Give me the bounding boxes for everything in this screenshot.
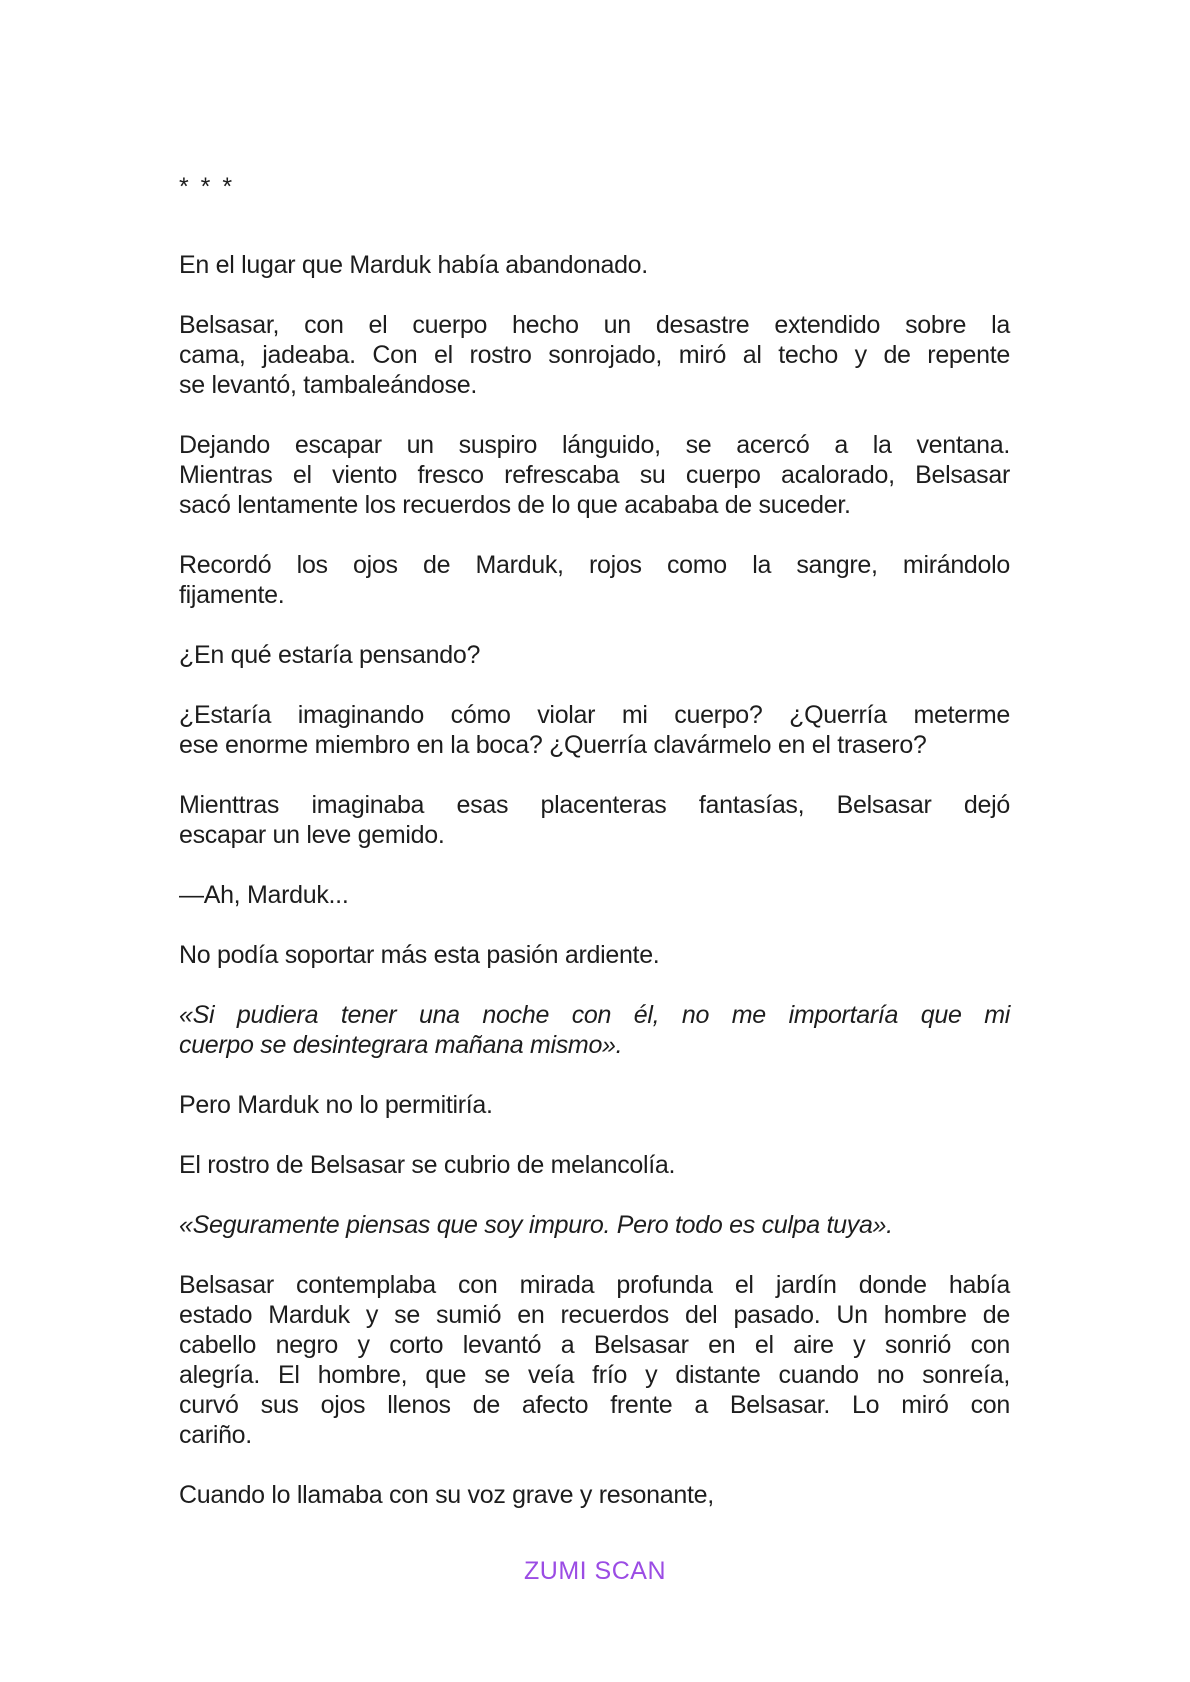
text-line: Belsasar contemplaba con mirada profunda el jardín donde había: [179, 1271, 1010, 1299]
text-line: ¿En qué estaría pensando?: [179, 641, 481, 669]
paragraph: [179, 250, 1010, 280]
paragraph: [179, 1090, 1010, 1120]
text-line: cabello negro y corto levantó a Belsasar en el aire y sonrió con: [179, 1331, 1010, 1359]
text-line: «Si pudiera tener una noche con él, no me importaría que mi: [179, 1001, 1010, 1029]
text-line: alegría. El hombre, que se veía frío y distante cuando no sonreía,: [179, 1361, 1010, 1389]
paragraph: [179, 1480, 1010, 1510]
text-line: se levantó, tambaleándose.: [179, 371, 477, 399]
text-line: estado Marduk y se sumió en recuerdos del pasado. Un hombre de: [179, 1301, 1010, 1329]
text-line: sacó lentamente los recuerdos de lo que acababa de suceder.: [179, 491, 851, 519]
paragraph: [179, 790, 1010, 850]
text-line: Pero Marduk no lo permitiría.: [179, 1091, 493, 1119]
paragraph: [179, 940, 1010, 970]
text-line: ¿Estaría imaginando cómo violar mi cuerpo? ¿Querría meterme: [179, 701, 1010, 729]
text-line: Dejando escapar un suspiro lánguido, se acercó a la ventana.: [179, 431, 1010, 459]
section-break-marker: * * *: [179, 173, 235, 201]
paragraph: [179, 700, 1010, 760]
text-line: —Ah, Marduk...: [179, 881, 349, 909]
text-line: Belsasar, con el cuerpo hecho un desastre extendido sobre la: [179, 311, 1010, 339]
paragraph: [179, 640, 1010, 670]
text-line: Mientras el viento fresco refrescaba su cuerpo acalorado, Belsasar: [179, 461, 1010, 489]
paragraph: [179, 1000, 1010, 1060]
paragraph: [179, 1270, 1010, 1450]
text-line: En el lugar que Marduk había abandonado.: [179, 251, 648, 279]
paragraph: [179, 550, 1010, 610]
scanlation-credit: ZUMI SCAN: [524, 1557, 666, 1585]
text-line: escapar un leve gemido.: [179, 821, 445, 849]
paragraph: [179, 880, 1010, 910]
text-line: Recordó los ojos de Marduk, rojos como la sangre, mirándolo: [179, 551, 1010, 579]
text-line: cariño.: [179, 1421, 252, 1449]
text-line: Mienttras imaginaba esas placenteras fantasías, Belsasar dejó: [179, 791, 1010, 819]
text-line: cama, jadeaba. Con el rostro sonrojado, miró al techo y de repente: [179, 341, 1010, 369]
paragraph: [179, 1210, 1010, 1240]
text-line: No podía soportar más esta pasión ardiente.: [179, 941, 660, 969]
paragraph: [179, 310, 1010, 400]
paragraph: [179, 1150, 1010, 1180]
text-line: El rostro de Belsasar se cubrio de melancolía.: [179, 1151, 676, 1179]
text-line: fijamente.: [179, 581, 285, 609]
text-line: «Seguramente piensas que soy impuro. Pero todo es culpa tuya».: [179, 1211, 893, 1239]
paragraphs-container: [179, 250, 1010, 1510]
text-line: cuerpo se desintegrara mañana mismo».: [179, 1031, 623, 1059]
text-line: ese enorme miembro en la boca? ¿Querría clavármelo en el trasero?: [179, 731, 927, 759]
paragraph: [179, 430, 1010, 520]
text-line: curvó sus ojos llenos de afecto frente a Belsasar. Lo miró con: [179, 1391, 1010, 1419]
text-line: Cuando lo llamaba con su voz grave y resonante,: [179, 1481, 714, 1509]
text-block: [179, 172, 1010, 1510]
